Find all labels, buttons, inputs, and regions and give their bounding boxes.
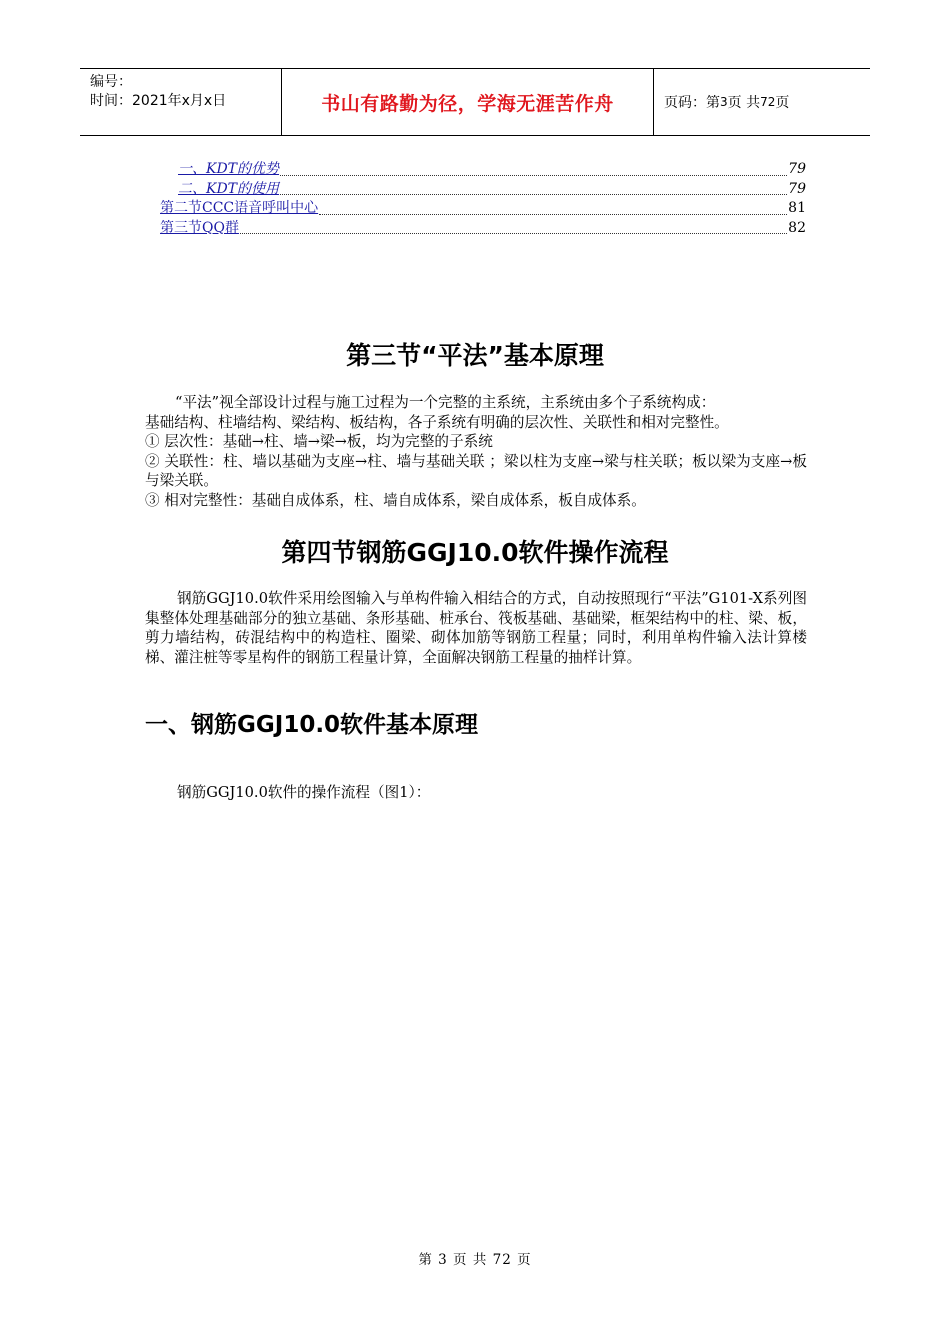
toc-leader-dots (280, 164, 787, 176)
header-motto: 书山有路勤为径，学海无涯苦作舟 (282, 69, 654, 135)
toc-link[interactable]: 一、KDT的优势 (178, 161, 280, 177)
section-3-line-2: 基础结构、柱墙结构、梁结构、板结构，各子系统有明确的层次性、关联性和相对完整性。 (145, 413, 729, 431)
toc-entry[interactable] (160, 158, 806, 178)
header-page-total: 72 (760, 95, 776, 109)
toc-leader-dots (240, 222, 787, 234)
page-header (80, 68, 870, 136)
toc-leader-dots (280, 183, 787, 195)
relation-item: ② 关联性：柱、墙以基础为支座→柱、墙与基础关联 ；梁以柱为支座→梁与柱关联；板以梁为支座→板与梁关联。 (145, 452, 807, 490)
toc-link[interactable]: 第三节QQ群 (160, 219, 239, 236)
section-3-body (145, 393, 807, 511)
section-4-title: 第四节钢筋GGJ10.0软件操作流程 (281, 538, 669, 567)
section-3-title: 第三节“平法”基本原理 (346, 341, 604, 370)
section-3-line-1: “平法”视全部设计过程与施工过程为一个完整的主系统，主系统由多个子系统构成： (175, 394, 716, 411)
subsection-heading: 一、钢筋GGJ10.0软件基本原理 (145, 712, 479, 738)
toc-entry[interactable] (160, 178, 806, 198)
header-info (80, 69, 282, 135)
toc-page-number: 81 (788, 200, 806, 216)
header-page-suffix: 页 (775, 95, 790, 111)
toc-entry[interactable] (160, 217, 806, 237)
page-footer: 第 3 页 共 72 页 (418, 1252, 532, 1268)
header-page-prefix: 页码：第 (664, 95, 720, 111)
header-page-info (654, 69, 870, 135)
toc-page-number: 79 (788, 180, 806, 197)
table-of-contents (160, 158, 806, 236)
toc-leader-dots (319, 203, 787, 215)
flow-description: 钢筋GGJ10.0软件的操作流程（图1）： (177, 784, 431, 801)
toc-page-number: 82 (788, 219, 806, 236)
section-4-paragraph: 钢筋GGJ10.0软件采用绘图输入与单构件输入相结合的方式，自动按照现行“平法”G101-X系列图集整体处理基础部分的独立基础、条形基础、桩承台、筏板基础、基础梁，框架结构中的柱、梁、板，剪力墙结构，砖混结构中的构造柱、圈梁、砌体加筋等钢筋工程量；同时，利用单构件输入法计算楼梯、灌注桩等零星构件的钢筋工程量计算，全面解决钢筋工程量的抽样计算。 (145, 590, 807, 666)
header-page-mid: 页 共 (727, 95, 761, 111)
document-time-label: 时间：2021年x月x日 (90, 93, 227, 109)
document-number-label: 编号： (90, 74, 132, 90)
completeness-item: ③ 相对完整性：基础自成体系，柱、墙自成体系，梁自成体系，板自成体系。 (145, 491, 646, 509)
toc-page-number: 79 (788, 161, 806, 177)
header-page-current: 3 (720, 95, 728, 109)
hierarchy-item: ① 层次性：基础→柱、墙→梁→板，均为完整的子系统 (145, 433, 493, 451)
toc-entry[interactable] (160, 197, 806, 217)
toc-link[interactable]: 二、KDT的使用 (178, 180, 280, 197)
toc-link[interactable]: 第二节CCC语音呼叫中心 (160, 200, 319, 216)
